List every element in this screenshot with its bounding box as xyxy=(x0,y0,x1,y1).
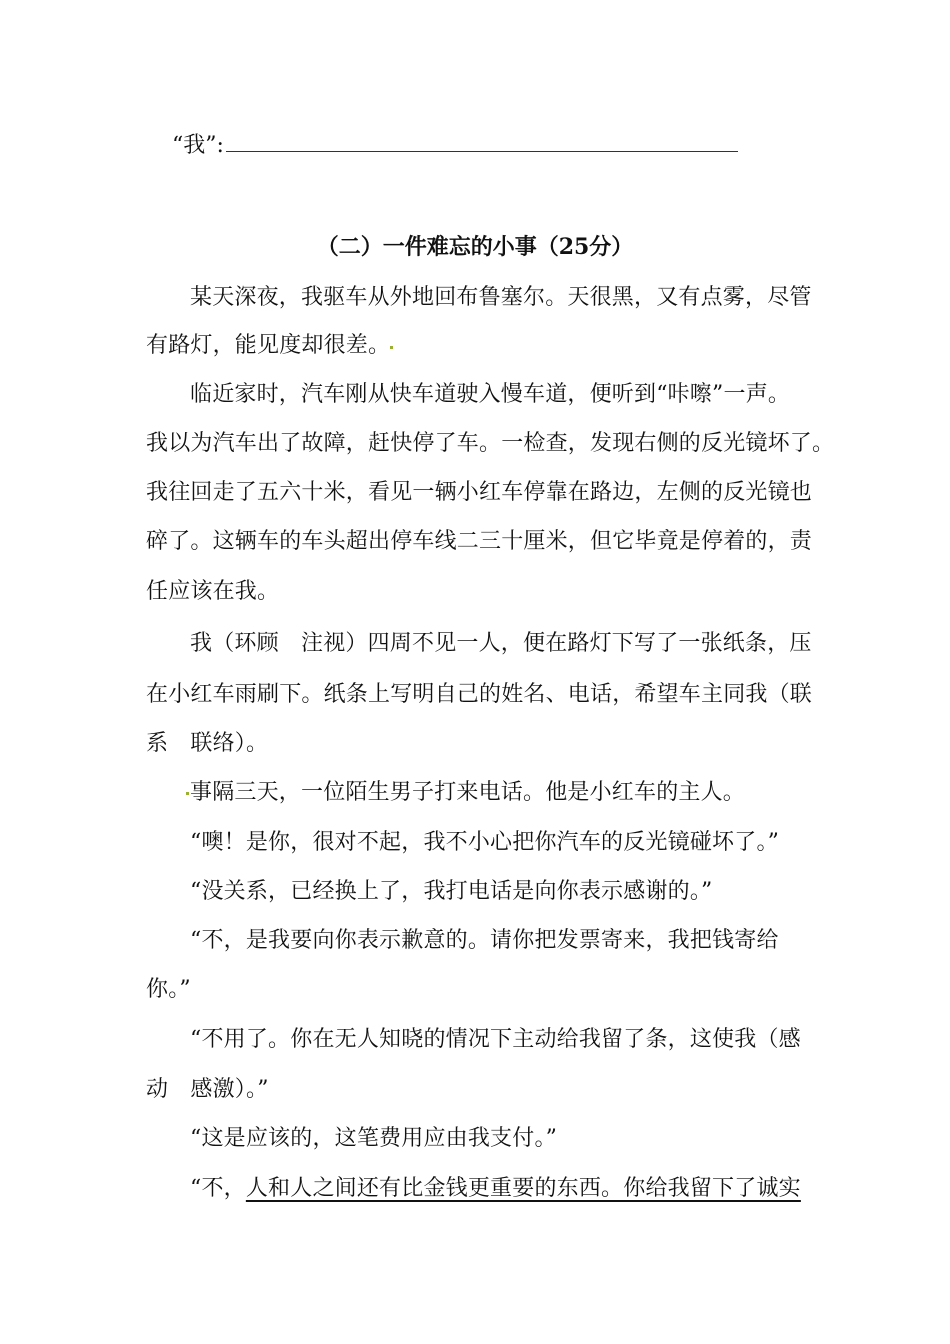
answer-row xyxy=(172,128,738,159)
text-line: “不用了。你在无人知晓的情况下主动给我留了条，这使我（感 xyxy=(190,1027,801,1052)
text-line: 我以为汽车出了故障，赶快停了车。一检查，发现右侧的反光镜坏了。 xyxy=(146,431,835,456)
text-line: “没关系，已经换上了，我打电话是向你表示感谢的。” xyxy=(190,879,713,904)
text-line: 我往回走了五六十米，看见一辆小红车停靠在路边，左侧的反光镜也 xyxy=(146,480,813,505)
text-line: 临近家时，汽车刚从快车道驶入慢车道，便听到“咔嚓”一声。 xyxy=(190,382,791,407)
mark-dot xyxy=(186,792,189,795)
underlined-sentence: 人和人之间还有比金钱更重要的东西。你给我留下了诚实 xyxy=(245,1176,801,1201)
text-line: “不，是我要向你表示歉意的。请你把发票寄来，我把钱寄给 xyxy=(190,928,779,953)
text-line: “这是应该的，这笔费用应由我支付。” xyxy=(190,1126,558,1151)
text-line: “噢！是你，很对不起，我不小心把你汽车的反光镜碰坏了。” xyxy=(190,830,780,855)
text-line: 动 感激）。” xyxy=(146,1077,269,1102)
text-line: 有路灯，能见度却很差。 xyxy=(146,333,391,358)
text-line: 在小红车雨刷下。纸条上写明自己的姓名、电话，希望车主同我（联 xyxy=(146,682,813,707)
section-title: （二）一件难忘的小事（25分） xyxy=(316,234,634,260)
text-line: 我（环顾 注视）四周不见一人，便在路灯下写了一张纸条，压 xyxy=(190,631,812,656)
text-line xyxy=(190,1171,801,1202)
answer-blank[interactable] xyxy=(226,131,738,152)
mark-dot xyxy=(390,346,393,349)
text-line: 任应该在我。 xyxy=(146,579,280,604)
text-segment: “不， xyxy=(190,1176,246,1201)
text-line: 事隔三天，一位陌生男子打来电话。他是小红车的主人。 xyxy=(190,780,746,805)
text-line: 你。” xyxy=(146,977,191,1002)
text-line: 某天深夜，我驱车从外地回布鲁塞尔。天很黑，又有点雾，尽管 xyxy=(190,285,812,310)
text-line: 碎了。这辆车的车头超出停车线二三十厘米，但它毕竟是停着的，责 xyxy=(146,529,813,554)
text-line: 系 联络）。 xyxy=(146,731,269,756)
answer-prompt: “我”: xyxy=(172,133,224,158)
